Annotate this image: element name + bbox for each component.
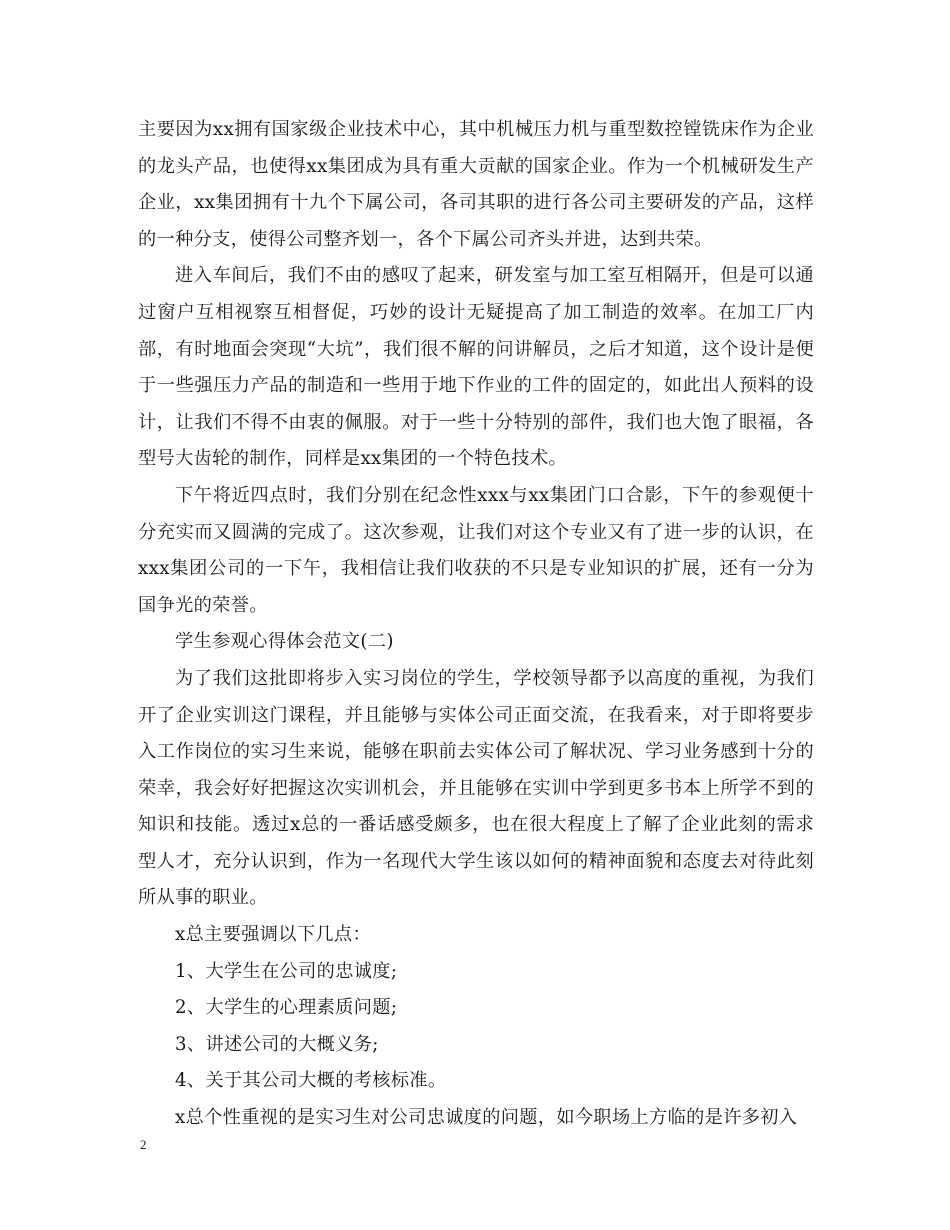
- list-item-2: 2、大学生的心理素质问题;: [175, 997, 398, 1019]
- paragraph-afternoon-summary: 下午将近四点时，我们分别在纪念性xxx与xx集团门口合影，下午的参观便十分充实而又圆满的完成了。这次参观，让我们对这个专业又有了进一步的认识，在xxx集团公司的一下午，我相信让我们收获的不只是专业知识的扩展，还有一分为国争光的荣誉。: [138, 484, 814, 616]
- paragraph-key-points-lead: x总主要强调以下几点：: [175, 924, 371, 946]
- paragraph-workshop-visit: 进入车间后，我们不由的感叹了起来，研发室与加工室互相隔开，但是可以通过窗户互相视察互相督促，巧妙的设计无疑提高了加工制造的效率。在加工厂内部，有时地面会突现“大坑”，我们很不解的问讲解员，之后才知道，这个设计是便于一些强压力产品的制造和一些用于地下作业的工件的固定的，如此出人预料的设计，让我们不得不由衷的佩服。对于一些十分特别的部件，我们也大饱了眼福，各型号大齿轮的制作，同样是xx集团的一个特色技术。: [138, 265, 814, 470]
- document-body: [138, 112, 814, 1137]
- paragraph-training-intro: 为了我们这批即将步入实习岗位的学生，学校领导都予以高度的重视，为我们开了企业实训这门课程，并且能够与实体公司正面交流，在我看来，对于即将要步入工作岗位的实习生来说，能够在职前去实体公司了解状况、学习业务感到十分的荣幸，我会好好把握这次实训机会，并且能够在实训中学到更多书本上所学不到的知识和技能。透过x总的一番话感受颇多，也在很大程度上了解了企业此刻的需求型人才，充分认识到，作为一名现代大学生该以如何的精神面貌和态度去对待此刻所从事的职业。: [138, 667, 814, 909]
- page-number: 2: [140, 1137, 147, 1152]
- list-item-1: 1、大学生在公司的忠诚度;: [175, 960, 398, 982]
- paragraph-loyalty: x总个性重视的是实习生对公司忠诚度的问题，如今职场上方临的是许多初入: [175, 1107, 798, 1129]
- paragraph-company-intro: 主要因为xx拥有国家级企业技术中心，其中机械压力机与重型数控镗铣床作为企业的龙头产品，也使得xx集团成为具有重大贡献的国家企业。作为一个机械研发生产企业，xx集团拥有十九个下属公司，各司其职的进行各公司主要研发的产品，这样的一种分支，使得公司整齐划一，各个下属公司齐头并进，达到共荣。: [138, 119, 814, 250]
- list-item-4: 4、关于其公司大概的考核标准。: [175, 1070, 447, 1092]
- section-heading: 学生参观心得体会范文(二): [175, 631, 394, 653]
- list-item-3: 3、讲述公司的大概义务;: [175, 1033, 379, 1055]
